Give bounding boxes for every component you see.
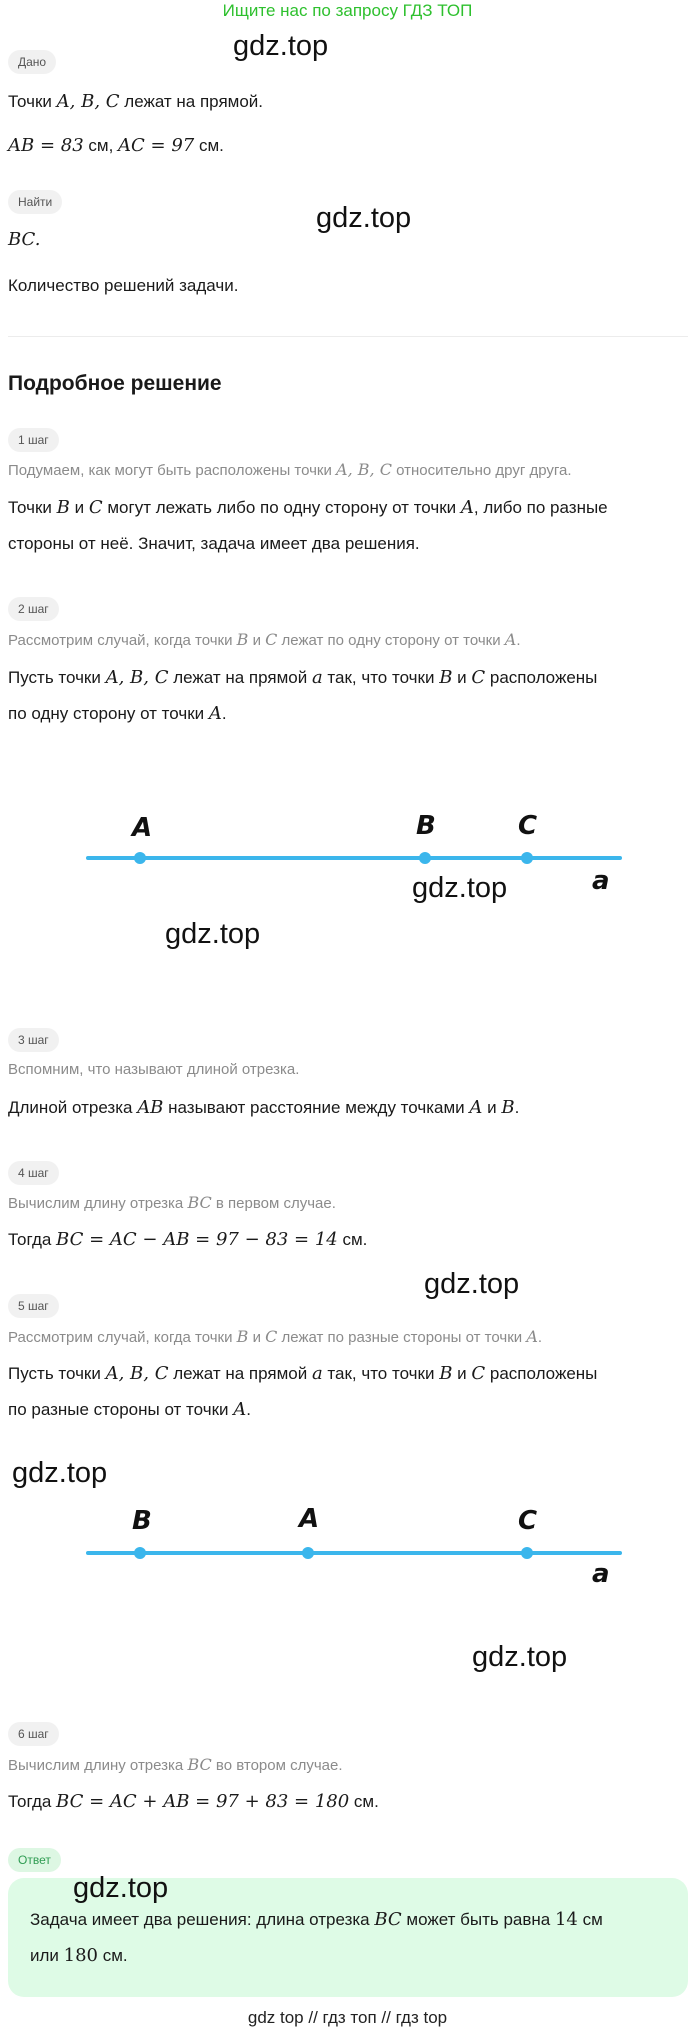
footer-links (0, 2008, 695, 2028)
point-b-dot (134, 1547, 146, 1559)
footer-separator: // (308, 2008, 318, 2027)
step-2-line-1: Пусть точки A, B, C лежат на прямой a так, что точки B и C расположены (8, 667, 598, 688)
step-4-pill: 4 шаг (8, 1161, 59, 1185)
divider (8, 336, 688, 337)
footer-link[interactable]: гдз топ (322, 2008, 377, 2027)
answer-line-1: Задача имеет два решения: длина отрезка BC может быть равна 14 см (30, 1909, 603, 1930)
watermark: gdz.top (316, 202, 412, 234)
point-c-label: C (518, 1506, 538, 1536)
point-a-label: A (299, 1504, 320, 1534)
step-2-hint: Рассмотрим случай, когда точки B и C лежат по одну сторону от точки A. (8, 630, 521, 649)
given-section-label (8, 50, 56, 74)
find-section-label (8, 190, 62, 214)
step-1-hint: Подумаем, как могут быть расположены точки A, B, C относительно друг друга. (8, 460, 572, 479)
watermark: gdz.top (424, 1268, 520, 1300)
figure-same-side (80, 800, 640, 900)
search-hint-link[interactable]: Ищите нас по запросу ГДЗ ТОП (222, 1, 473, 20)
point-b-label: B (132, 1506, 152, 1536)
step-2-line-2: по одну сторону от точки A. (8, 703, 227, 724)
step-1-line-1: Точки B и C могут лежать либо по одну сторону от точки A, либо по разные (8, 497, 608, 518)
step-6-hint: Вычислим длину отрезка BC во втором случае. (8, 1755, 343, 1774)
point-c-label: C (518, 811, 538, 841)
step-6-pill: 6 шаг (8, 1722, 59, 1746)
find-line-2: Количество решений задачи. (8, 276, 239, 295)
step-5-pill: 5 шаг (8, 1294, 59, 1318)
given-pill: Дано (8, 50, 56, 74)
point-c-dot (521, 1547, 533, 1559)
step-5-hint: Рассмотрим случай, когда точки B и C лежат по разные стороны от точки A. (8, 1327, 543, 1346)
footer-link[interactable]: гдз top (395, 2008, 448, 2027)
step-1-line-2: стороны от неё. Значит, задача имеет два решения. (8, 534, 420, 553)
point-a-label: A (132, 813, 153, 843)
step-4-line-1: Тогда BC = AC − AB = 97 − 83 = 14 см. (8, 1229, 368, 1250)
footer-separator: // (381, 2008, 391, 2027)
watermark: gdz.top (165, 918, 261, 950)
solution-title: Подробное решение (8, 372, 222, 395)
step-5-line-2: по разные стороны от точки A. (8, 1399, 251, 1420)
given-line-2: AB = 83 см, AC = 97 см. (8, 135, 224, 156)
watermark: gdz.top (412, 872, 508, 904)
step-3-line-1: Длиной отрезка AB называют расстояние между точками A и B. (8, 1097, 520, 1118)
figure-opposite-sides (80, 1495, 640, 1595)
answer-pill: Ответ (8, 1848, 61, 1872)
point-a-dot (302, 1547, 314, 1559)
point-b-dot (419, 852, 431, 864)
step-3-hint: Вспомним, что называют длиной отрезка. (8, 1061, 300, 1078)
watermark: gdz.top (472, 1641, 568, 1673)
answer-line-2: или 180 см. (30, 1945, 128, 1966)
point-b-label: B (416, 811, 436, 841)
step-6-line-1: Тогда BC = AC + AB = 97 + 83 = 180 см. (8, 1791, 379, 1812)
given-line-1: Точки A, B, C лежат на прямой. (8, 91, 264, 112)
step-5-line-1: Пусть точки A, B, C лежат на прямой a так, что точки B и C расположены (8, 1363, 598, 1384)
line-a-label: a (592, 1559, 610, 1589)
point-c-dot (521, 852, 533, 864)
step-2-pill: 2 шаг (8, 597, 59, 621)
point-a-dot (134, 852, 146, 864)
step-3-pill: 3 шаг (8, 1028, 59, 1052)
watermark: gdz.top (12, 1457, 108, 1489)
watermark: gdz.top (73, 1872, 169, 1904)
watermark: gdz.top (233, 30, 329, 62)
line-a-label: a (592, 866, 610, 896)
step-4-hint: Вычислим длину отрезка BC в первом случае. (8, 1193, 336, 1212)
find-line-1: BC. (8, 229, 41, 250)
footer-link[interactable]: gdz top (247, 2008, 304, 2027)
find-pill: Найти (8, 190, 62, 214)
step-1-pill: 1 шаг (8, 428, 59, 452)
